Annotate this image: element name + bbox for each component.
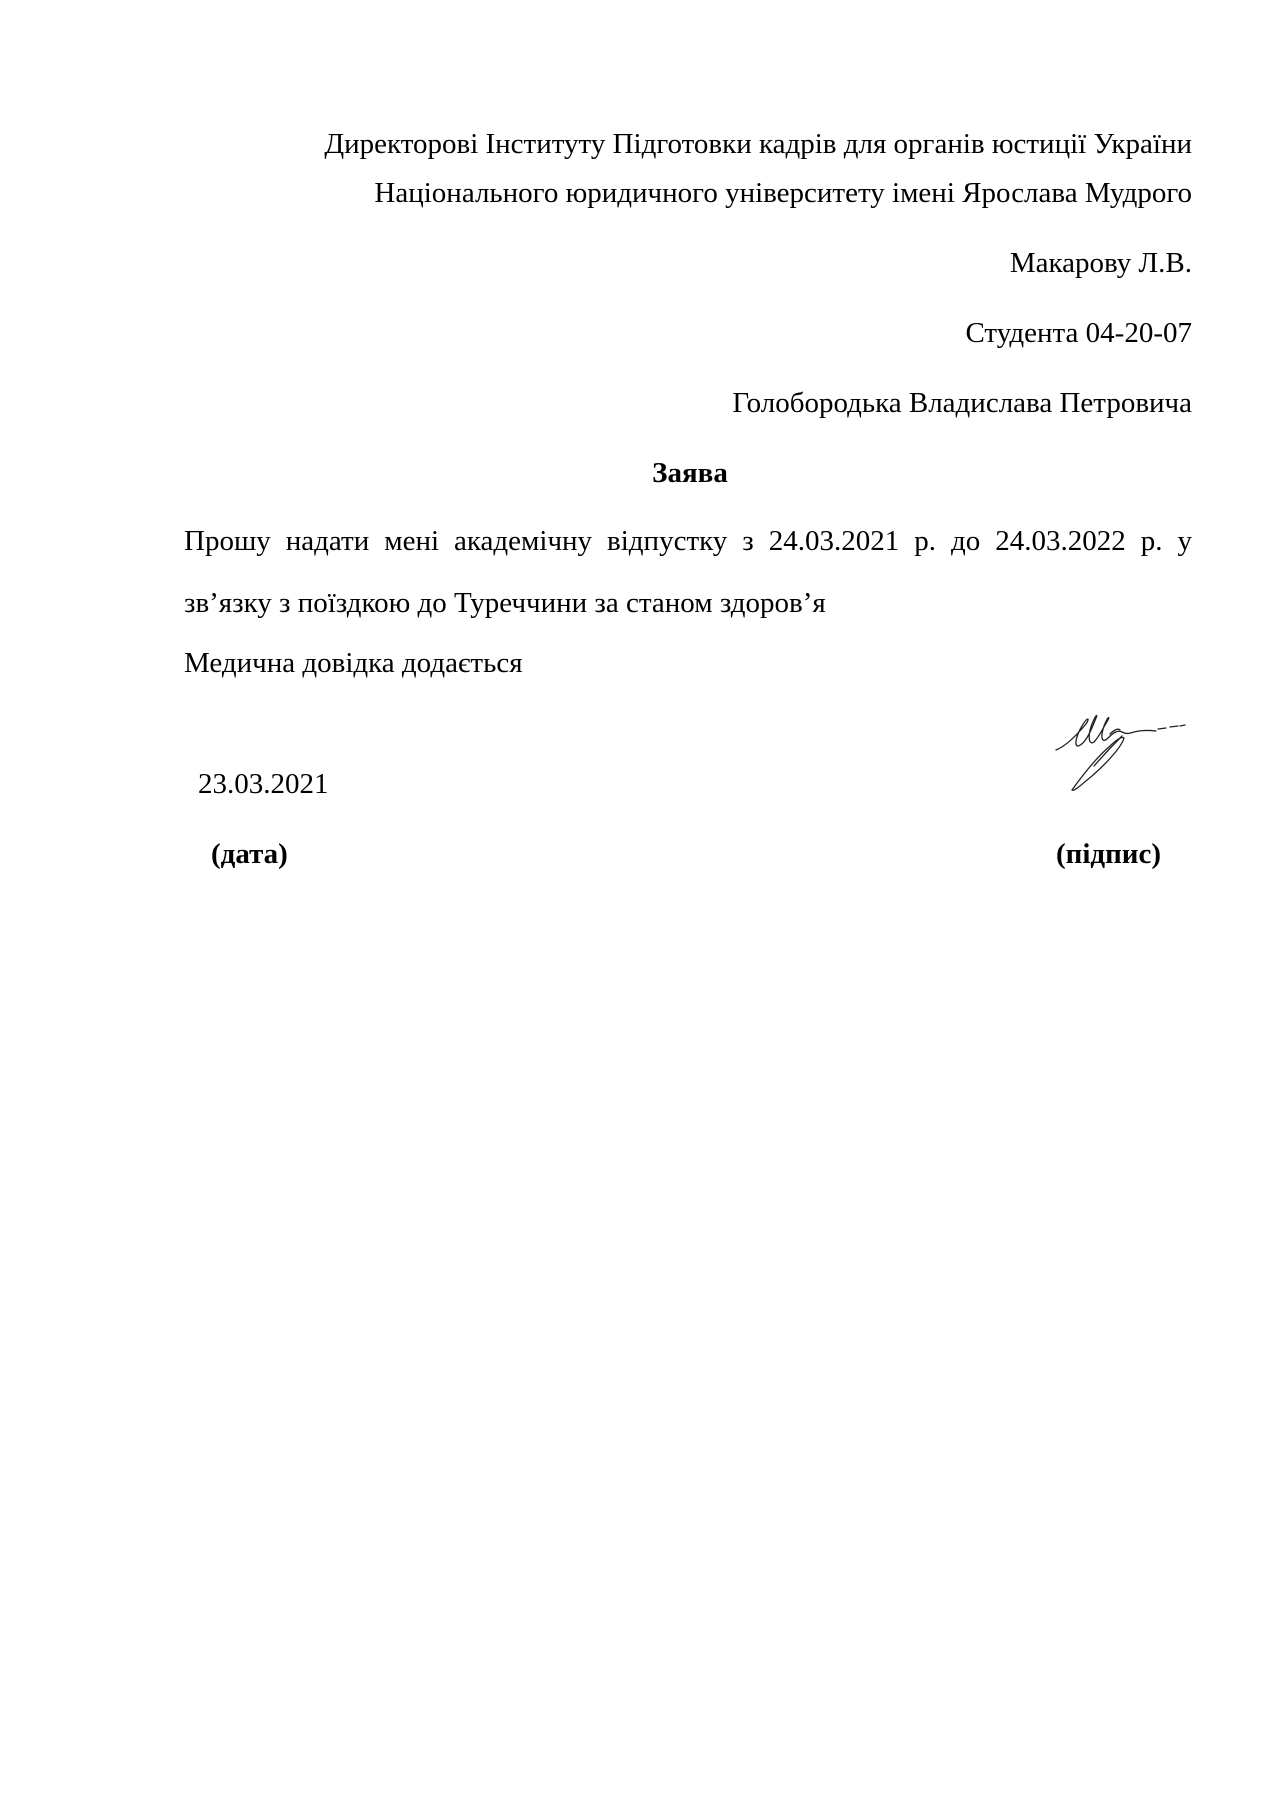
director-name: Макарову Л.В. [1009, 247, 1192, 279]
date-value: 23.03.2021 [198, 768, 329, 800]
student-group: Студента 04-20-07 [965, 317, 1192, 349]
attachment-note: Медична довідка додається [184, 647, 523, 679]
student-name: Голобородька Владислава Петровича [732, 387, 1192, 419]
signature-label: (підпис) [1056, 838, 1162, 870]
date-label: (дата) [211, 838, 288, 870]
addressee-line-2: Національного юридичного університету імені Ярослава Мудрого [374, 177, 1192, 209]
addressee-line-1: Директорові Інституту Підготовки кадрів для органів юстиції України [324, 128, 1192, 160]
document-title: Заява [652, 457, 728, 489]
request-paragraph: Прошу надати мені академічну відпустку з 24.03.2021 р. до 24.03.2022 р. у зв’язку з поїздкою до Туреччини за станом здоров’я [184, 525, 1192, 619]
handwritten-signature [1052, 706, 1188, 794]
